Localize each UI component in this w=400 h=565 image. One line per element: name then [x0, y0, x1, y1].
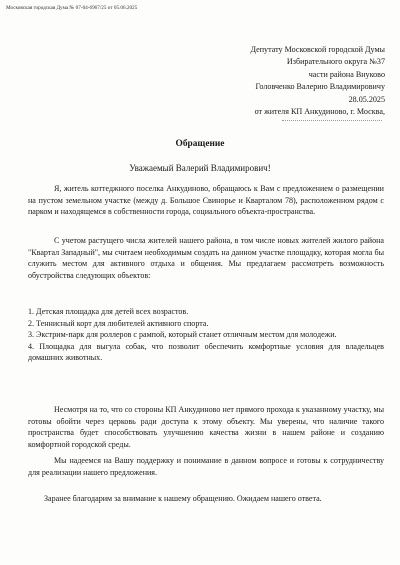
- closing-line: Заранее благодарим за внимание к нашему обращению. Ожидаем нашего ответа.: [44, 494, 322, 503]
- document-title: Обращение: [175, 139, 225, 149]
- proposal-list: [28, 306, 384, 364]
- paragraph: [28, 183, 384, 218]
- paragraph: [28, 455, 384, 478]
- paragraph-text: Мы надеемся на Вашу поддержку и понимание в данном вопросе и готовы к сотрудничеству для реализации нашего предложения.: [28, 456, 384, 477]
- addressee-block: [205, 44, 385, 118]
- paragraph: [28, 235, 384, 281]
- paragraph-text: С учетом растущего числа жителей нашего района, в том числе новых жителей жилого района "Квартал Западный", мы считаем необходимым создать на данном участке площадку, которая могла бы служить местом для активного отдыха и общения. Мы предлагаем рассмотреть возможность обустройства следующих объектов:: [28, 236, 384, 280]
- list-item: 3. Экстрим-парк для роллеров с рампой, который станет отличным местом для молодежи.: [28, 330, 337, 340]
- list-item: 4. Площадка для выгула собак, что позволит обеспечить комфортные условия для владельцев домашних животных.: [28, 341, 384, 363]
- addressee-line: Депутату Московской городской Думы: [250, 45, 385, 54]
- paragraph-text: Несмотря на то, что со стороны КП Анкудиново нет прямого прохода к указанному участку, мы готовы обойти через церковь ради доступа к этому объекту. Мы уверены, что наличие такого пространства будет способствовать улучшению качества жизни в нашем районе и созданию комфортной городской среды.: [28, 405, 384, 449]
- cut-off-line: [282, 120, 382, 123]
- paragraph: [28, 404, 384, 450]
- list-item: 2. Теннисный корт для любителей активного спорта.: [28, 318, 209, 328]
- addressee-line: Головченко Валерию Владимировичу: [255, 82, 385, 92]
- addressee-line: Избирательного округа №37: [286, 57, 385, 67]
- registration-stamp: Московская городская Дума № 07-04-6967/25 от 05.06.2025: [6, 5, 138, 11]
- sender-line: от жителя КП Анкудиново, г. Москва,: [254, 107, 385, 117]
- paragraph-text: Я, житель коттеджного поселка Анкудиново, обращаюсь к Вам с предложением о размещении на пустом земельном участке (между д. Большое Свинорье и Кварталом 78), расположенном рядом с парком и находящемся в собственности города, социального объекта-пространства.: [28, 184, 384, 217]
- list-item: 1. Детская площадка для детей всех возрастов.: [28, 307, 189, 316]
- letter-date: 28.05.2025: [348, 94, 385, 104]
- addressee-line: части района Внуково: [308, 69, 385, 79]
- greeting: Уважаемый Валерий Владимирович!: [129, 163, 271, 173]
